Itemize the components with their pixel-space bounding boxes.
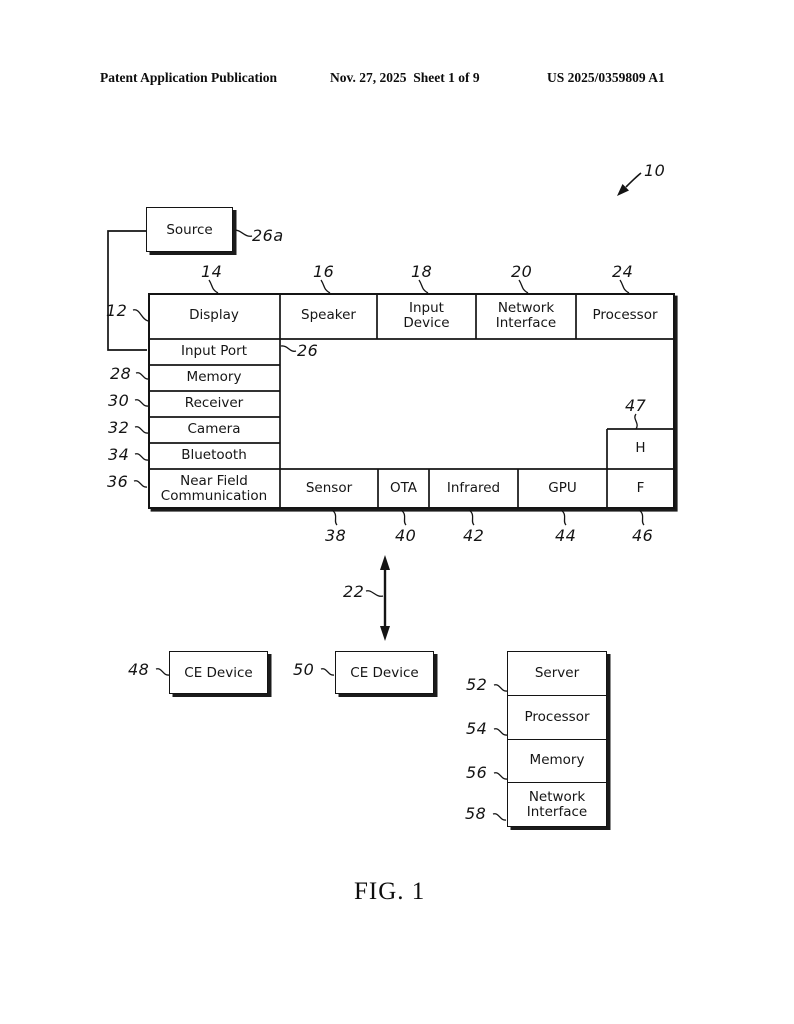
ref-40: 40: [395, 526, 417, 545]
ref-20: 20: [511, 262, 533, 281]
cell-near-field-communication-label: Near Field Communication: [160, 472, 268, 504]
cell-memory: Memory: [186, 369, 242, 386]
cell-sensor: Sensor: [305, 480, 353, 497]
cell-display: Display: [189, 307, 239, 324]
cell-input-port: Input Port: [180, 343, 247, 360]
cell-input-device: [377, 293, 476, 339]
cell-ota: OTA: [389, 480, 418, 497]
cell-bluetooth: Bluetooth: [181, 447, 247, 464]
ref-46: 46: [632, 526, 654, 545]
ref-30: 30: [108, 391, 130, 410]
cell-f: F: [636, 480, 645, 497]
server-stack: [507, 651, 607, 827]
server-row-memory: Memory: [508, 740, 606, 784]
ref-18: 18: [411, 262, 433, 281]
source-box-label: Source: [166, 221, 213, 238]
server-row-network-interface: [508, 783, 606, 826]
ref-52: 52: [466, 675, 488, 694]
header-date-sheet: Nov. 27, 2025 Sheet 1 of 9: [330, 70, 480, 85]
ref-42: 42: [463, 526, 485, 545]
ce-device-box-50-label: CE Device: [350, 664, 419, 681]
header-publication-number: US 2025/0359809 A1: [547, 70, 665, 85]
cell-input-device-label: Input Device: [403, 299, 450, 331]
ce-device-box-50: [335, 651, 434, 694]
ref-47: 47: [625, 396, 647, 415]
ref-22: 22: [343, 582, 365, 601]
ref-32: 32: [108, 418, 130, 437]
figure-caption: FIG. 1: [354, 878, 426, 905]
ref-58: 58: [465, 804, 487, 823]
cell-speaker: Speaker: [301, 307, 356, 324]
ref-14: 14: [201, 262, 223, 281]
ref-16: 16: [313, 262, 335, 281]
ref-44: 44: [555, 526, 577, 545]
ref-26a: 26a: [252, 226, 284, 245]
ref-56: 56: [466, 763, 488, 782]
ref-28: 28: [110, 364, 132, 383]
ref-36: 36: [107, 472, 129, 491]
ref-38: 38: [325, 526, 347, 545]
source-connector-line: [108, 231, 147, 350]
server-row-server: Server: [508, 652, 606, 696]
header-publication-type: Patent Application Publication: [100, 70, 278, 85]
source-box: [146, 207, 233, 252]
ref-54: 54: [466, 719, 488, 738]
ref-48: 48: [128, 660, 150, 679]
cell-network-interface-label: Network Interface: [495, 299, 557, 331]
ref-34: 34: [108, 445, 130, 464]
ref-12: 12: [106, 301, 128, 320]
ce-device-box-48-label: CE Device: [184, 664, 253, 681]
bidirectional-arrow: [380, 555, 390, 641]
cell-processor: Processor: [592, 307, 658, 324]
ce-device-box-48: [169, 651, 268, 694]
system-pointer-arrow: [617, 173, 641, 196]
cell-near-field-communication: [148, 469, 280, 509]
cell-camera: Camera: [187, 421, 241, 438]
cell-infrared: Infrared: [446, 480, 501, 497]
server-row-network-interface-label: Network Interface: [526, 788, 588, 820]
ref-26: 26: [297, 341, 319, 360]
cell-network-interface: [476, 293, 576, 339]
cell-h: H: [635, 440, 646, 457]
ref-50: 50: [293, 660, 315, 679]
server-row-processor: Processor: [508, 696, 606, 740]
cell-receiver: Receiver: [184, 395, 244, 412]
ref-24: 24: [612, 262, 634, 281]
cell-gpu: GPU: [548, 480, 577, 497]
ref-10: 10: [644, 161, 666, 180]
